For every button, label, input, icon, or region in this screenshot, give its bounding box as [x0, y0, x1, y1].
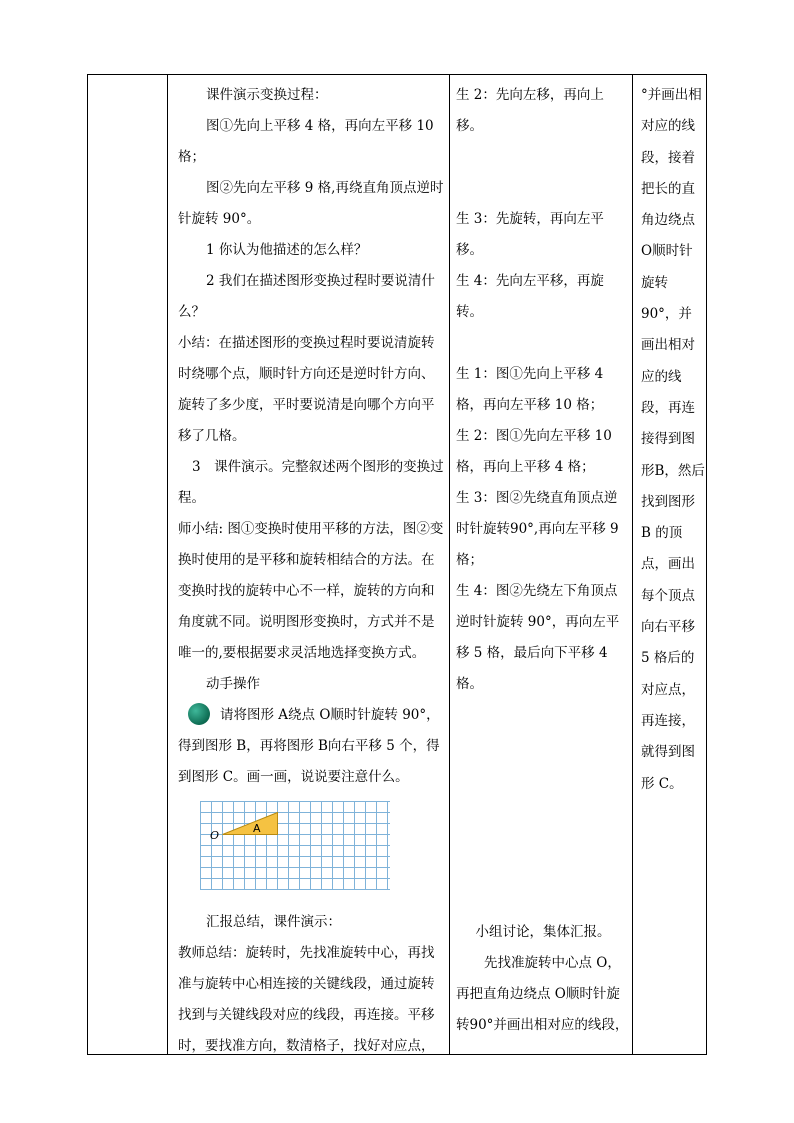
- summary: 小结：在描述图形的变换过程时要说清旋转时绕哪个点，顺时针方向还是逆时针方向、旋转了多少度，平时要说清是向哪个方向平移了几格。: [178, 335, 435, 444]
- triangle-label: A: [253, 822, 261, 835]
- grid-diagram: [200, 801, 390, 893]
- section-heading: 动手操作: [206, 676, 260, 692]
- lesson-table: [87, 74, 707, 1055]
- student-activity-column: [452, 75, 632, 1054]
- paragraph: 图②先向左平移 9 格,再绕直角顶点逆时针旋转 90°。: [178, 180, 444, 227]
- paragraph: 图①先向上平移 4 格，再向左平移 10 格；: [178, 118, 434, 165]
- column-divider: [167, 75, 168, 1054]
- question: 1 你认为他描述的怎么样？: [206, 242, 368, 258]
- student-answer: 生 3：图②先绕直角顶点逆时针旋转90°,再向左平移 9 格；: [456, 490, 619, 568]
- point-o-label: O: [210, 829, 220, 842]
- paragraph: 3 课件演示。完整叙述两个图形的变换过程。: [178, 459, 444, 506]
- student-answer: 生 2：图①先向左平移 10格，再向上平移 4 格；: [456, 428, 612, 475]
- grid-figure: [200, 801, 445, 897]
- green-circle-icon: [188, 703, 210, 725]
- student-answer: 生 4：先向左平移，再旋转。: [456, 273, 604, 320]
- column-divider: [632, 75, 633, 1054]
- student-answer: 生 4：图②先绕左下角顶点逆时针旋转 90°，再向左平移 5 格，最后向下平移 4 格。: [456, 583, 620, 692]
- paragraph: °并画出相对应的线段，接着把长的直角边绕点 O顺时针旋转90°，并画出相对应的线段，再连接得到图形B，然后找到图形 B 的顶点，画出每个顶点向右平移 5 格后的对应点，再连接，就得到图形 C。: [641, 87, 705, 792]
- teacher-summary: 教师总结：旋转时，先找准旋转中心，再找准与旋转中心相连接的关键线段，通过旋转找到与关键线段对应的线段，再连接。平移时，要找准方向，数清格子，找好对应点，: [178, 945, 435, 1054]
- student-answer: 生 1：图①先向上平移 4 格，再向左平移 10 格；: [456, 366, 604, 413]
- paragraph: 小组讨论，集体汇报。: [475, 924, 611, 940]
- student-answer: 生 3：先旋转，再向左平移。: [456, 211, 604, 258]
- paragraph: 先找准旋转中心点 O，再把直角边绕点 O顺时针旋转90°并画出相对应的线段，: [456, 955, 629, 1033]
- question: 2 我们在描述图形变换过程时要说清什么？: [178, 273, 435, 320]
- paragraph: 课件演示变换过程：: [206, 87, 328, 103]
- group-report: [456, 917, 630, 1041]
- paragraph: 汇报总结，课件演示：: [206, 914, 341, 930]
- teacher-summary: 师小结: 图①变换时使用平移的方法，图②变换时使用的是平移和旋转相结合的方法。在变换时找的旋转中心不一样，旋转的方向和角度就不同。说明图形变换时，方式并不是唯一的,要根据要求灵活地选择变换方式。: [178, 521, 444, 661]
- task-paragraph: [178, 700, 445, 793]
- teacher-activity-column: [173, 75, 449, 1054]
- column-divider: [449, 75, 450, 1054]
- task-text: 请将图形 A绕点 O顺时针旋转 90°，得到图形 B，再将图形 B向右平移 5 个，得到图形 C。画一画，说说要注意什么。: [178, 707, 440, 785]
- student-answer: 生 2：先向左移，再向上移。: [456, 87, 604, 134]
- notes-column: [635, 75, 707, 1054]
